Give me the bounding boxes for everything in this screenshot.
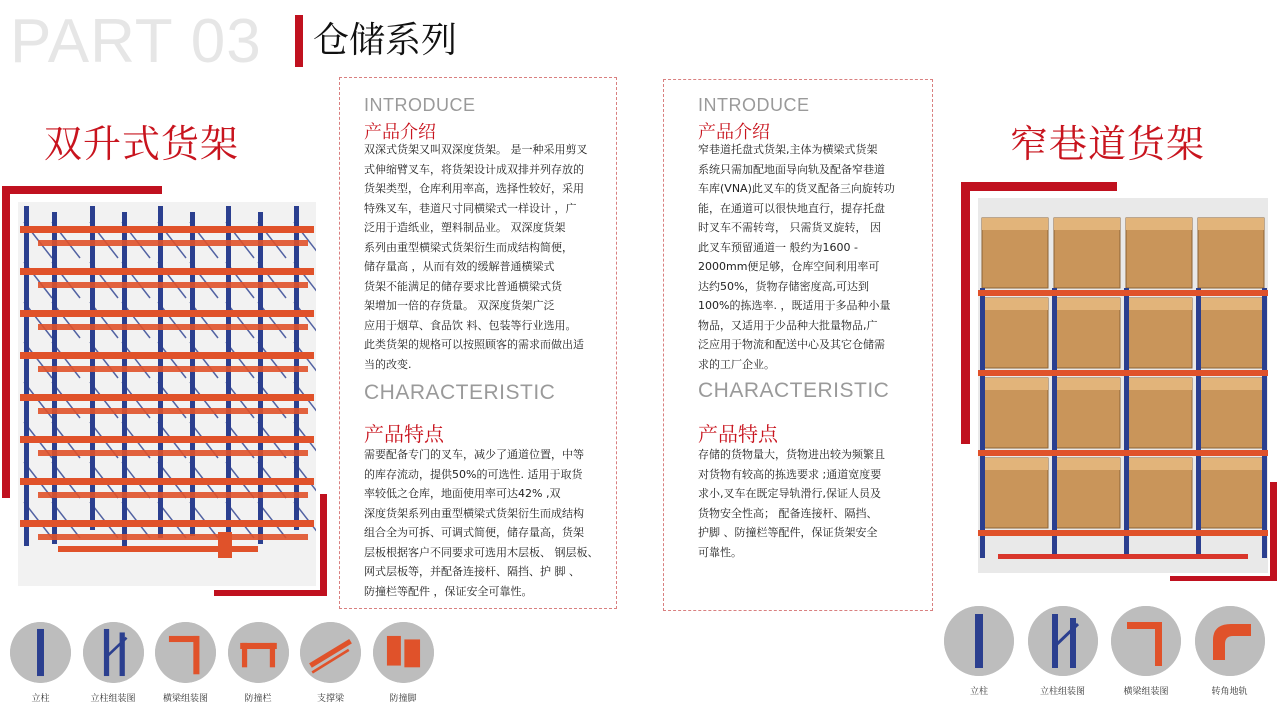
text-line: 货架不能满足的储存要求比普通横梁式货: [364, 279, 562, 293]
text-line: 的库存流动，提供50%的可选性. 适用于取货: [364, 467, 583, 481]
text-line: 求的工厂企业。: [698, 357, 775, 371]
right-product-title: 窄巷道货架: [1010, 122, 1206, 166]
guard-rail-icon: [228, 622, 289, 683]
right-intro-zh: 产品介绍: [698, 122, 770, 143]
left-char-en: CHARACTERISTIC: [364, 381, 556, 404]
text-line: 可靠性。: [698, 545, 742, 559]
accessory-label: 横梁组装图: [162, 694, 208, 704]
text-line: 储存量高 ，从而有效的缓解普通横梁式: [364, 260, 555, 273]
accessory-label: 转角地轨: [1211, 687, 1248, 697]
accessory-thumbnail: [228, 622, 289, 683]
left-corner-accent-right: [320, 494, 327, 596]
upright-assembly-icon: [83, 622, 144, 683]
left-corner-accent-top: [2, 186, 162, 194]
text-line: 时叉车不需转弯， 只需货叉旋转， 因: [698, 221, 881, 234]
text-line: 存储的货物量大，货物进出较为频繁且: [698, 448, 885, 461]
upright-column-icon: [944, 606, 1014, 676]
text-line: 式伸缩臂叉车，将货架设计成双排并列存放的: [364, 162, 584, 176]
text-line: 货架类型，仓库利用率高，选择性较好，采用: [364, 182, 584, 195]
text-line: 货物安全性高； 配备连接杆、隔挡、: [698, 506, 878, 520]
part-label: PART 03: [10, 7, 262, 76]
right-char-zh: 产品特点: [698, 422, 778, 446]
text-line: 窄巷道托盘式货架,主体为横梁式货架: [698, 143, 878, 156]
beam-assembly-icon: [155, 622, 216, 683]
accessory-label: 立柱: [31, 694, 50, 704]
upright-assembly-icon: [1028, 606, 1098, 676]
double-deep-pallet-rack-photo-icon: [18, 202, 316, 586]
right-intro-en: INTRODUCE: [698, 95, 810, 115]
left-char-text: [364, 445, 600, 601]
accessory-thumbnail: [10, 622, 71, 683]
accessory-label: 横梁组装图: [1123, 687, 1169, 697]
left-char-zh: 产品特点: [364, 422, 444, 446]
right-char-en: CHARACTERISTIC: [698, 379, 890, 402]
left-corner-accent-bottom: [214, 590, 327, 596]
double-deep-rack-photo: [18, 202, 316, 586]
text-line: 双深式货架又叫双深度货架。 是一种采用剪叉: [364, 143, 588, 156]
right-corner-accent-bottom: [1170, 576, 1277, 581]
text-line: 求小,叉车在既定导轨滑行,保证人员及: [698, 487, 881, 500]
text-line: 泛应用于物流和配送中心及其它仓储需: [698, 338, 885, 351]
corner-floor-rail-icon: [1195, 606, 1265, 676]
text-line: 车库(VNA)此叉车的货叉配备三向旋转功: [698, 182, 895, 195]
left-intro-zh: 产品介绍: [364, 122, 436, 143]
support-beam-icon: [300, 622, 361, 683]
column-protector-icon: [373, 622, 434, 683]
text-line: 系列由重型横梁式货架衍生而成结构简便，: [364, 240, 573, 254]
text-line: 架增加一倍的存货量。 双深度货架广泛: [364, 299, 555, 312]
text-line: 对货物有较高的拣选要求 ;通道宽度要: [698, 467, 882, 481]
accessory-label: 立柱: [969, 687, 988, 697]
accessory-label: 防撞脚: [389, 694, 417, 704]
accessory-label: 立柱组装图: [90, 694, 136, 704]
accessory-thumbnail: [1028, 606, 1098, 676]
text-line: 此类货架的规格可以按照顾客的需求而做出适: [364, 338, 584, 351]
right-char-text: [698, 445, 920, 562]
right-corner-accent-right: [1270, 482, 1277, 581]
text-line: 率较低之仓库，地面使用率可达42% ,双: [364, 487, 561, 500]
text-line: 防撞栏等配件 ，保证安全可靠性。: [364, 584, 533, 598]
page-title: 仓储系列: [313, 20, 458, 61]
text-line: 护脚 、防撞栏等配件，保证货架安全: [698, 526, 878, 539]
accessory-thumbnail: [300, 622, 361, 683]
accessory-label: 防撞栏: [244, 694, 272, 704]
text-line: 此叉车预留通道一 般约为1600 -: [698, 240, 858, 254]
left-intro-en: INTRODUCE: [364, 95, 476, 115]
narrow-aisle-rack-photo: [978, 198, 1268, 573]
text-line: 组合全为可拆、可调式简便，储存量高，货架: [364, 526, 584, 539]
accessory-label: 支撑梁: [316, 694, 344, 704]
accessory-label: 立柱组装图: [1039, 687, 1085, 697]
text-line: 能，在通道可以很快地直行，提存托盘: [698, 201, 885, 215]
text-line: 当的改变.: [364, 357, 412, 371]
right-corner-accent-side: [961, 182, 970, 444]
accessory-thumbnail: [155, 622, 216, 683]
left-intro-text: [364, 140, 600, 374]
right-info-panel: [663, 79, 933, 611]
beam-assembly-icon: [1111, 606, 1181, 676]
narrow-aisle-rack-photo-icon: [978, 198, 1268, 573]
accessory-thumbnail: [373, 622, 434, 683]
text-line: 深度货架系列由重型横梁式货架衍生而成结构: [364, 506, 584, 520]
accessory-thumbnail: [1195, 606, 1265, 676]
text-line: 系统只需加配地面导向轨及配备窄巷道: [698, 162, 885, 176]
text-line: 应用于烟草、食品饮 料、包装等行业选用。: [364, 318, 577, 332]
title-accent-bar: [295, 15, 303, 67]
upright-column-icon: [10, 622, 71, 683]
text-line: 特殊叉车，巷道尺寸同横梁式一样设计 ，广: [364, 201, 577, 215]
text-line: 物品，又适用于少品种大批量物品,广: [698, 318, 878, 332]
right-corner-accent-top: [961, 182, 1117, 191]
right-intro-text: [698, 140, 920, 374]
text-line: 泛用于造纸业，塑料制品业。 双深度货架: [364, 221, 566, 234]
text-line: 网式层板等，并配备连接杆、隔挡、护 脚 、: [364, 565, 580, 578]
accessory-thumbnail: [1111, 606, 1181, 676]
text-line: 2000mm便足够，仓库空间利用率可: [698, 260, 880, 273]
accessory-thumbnail: [83, 622, 144, 683]
left-corner-accent-side: [2, 186, 10, 498]
accessory-thumbnail: [944, 606, 1014, 676]
text-line: 需要配备专门的叉车，减少了通道位置，中等: [364, 448, 584, 461]
left-product-title: 双升式货架: [44, 122, 240, 166]
text-line: 层板根据客户不同要求可选用木层板、 钢层板、: [364, 545, 599, 559]
text-line: 100%的拣选率. ，既适用于多品种小量: [698, 299, 891, 312]
text-line: 达约50%，货物存储密度高,可达到: [698, 279, 869, 293]
left-info-panel: [339, 77, 617, 609]
